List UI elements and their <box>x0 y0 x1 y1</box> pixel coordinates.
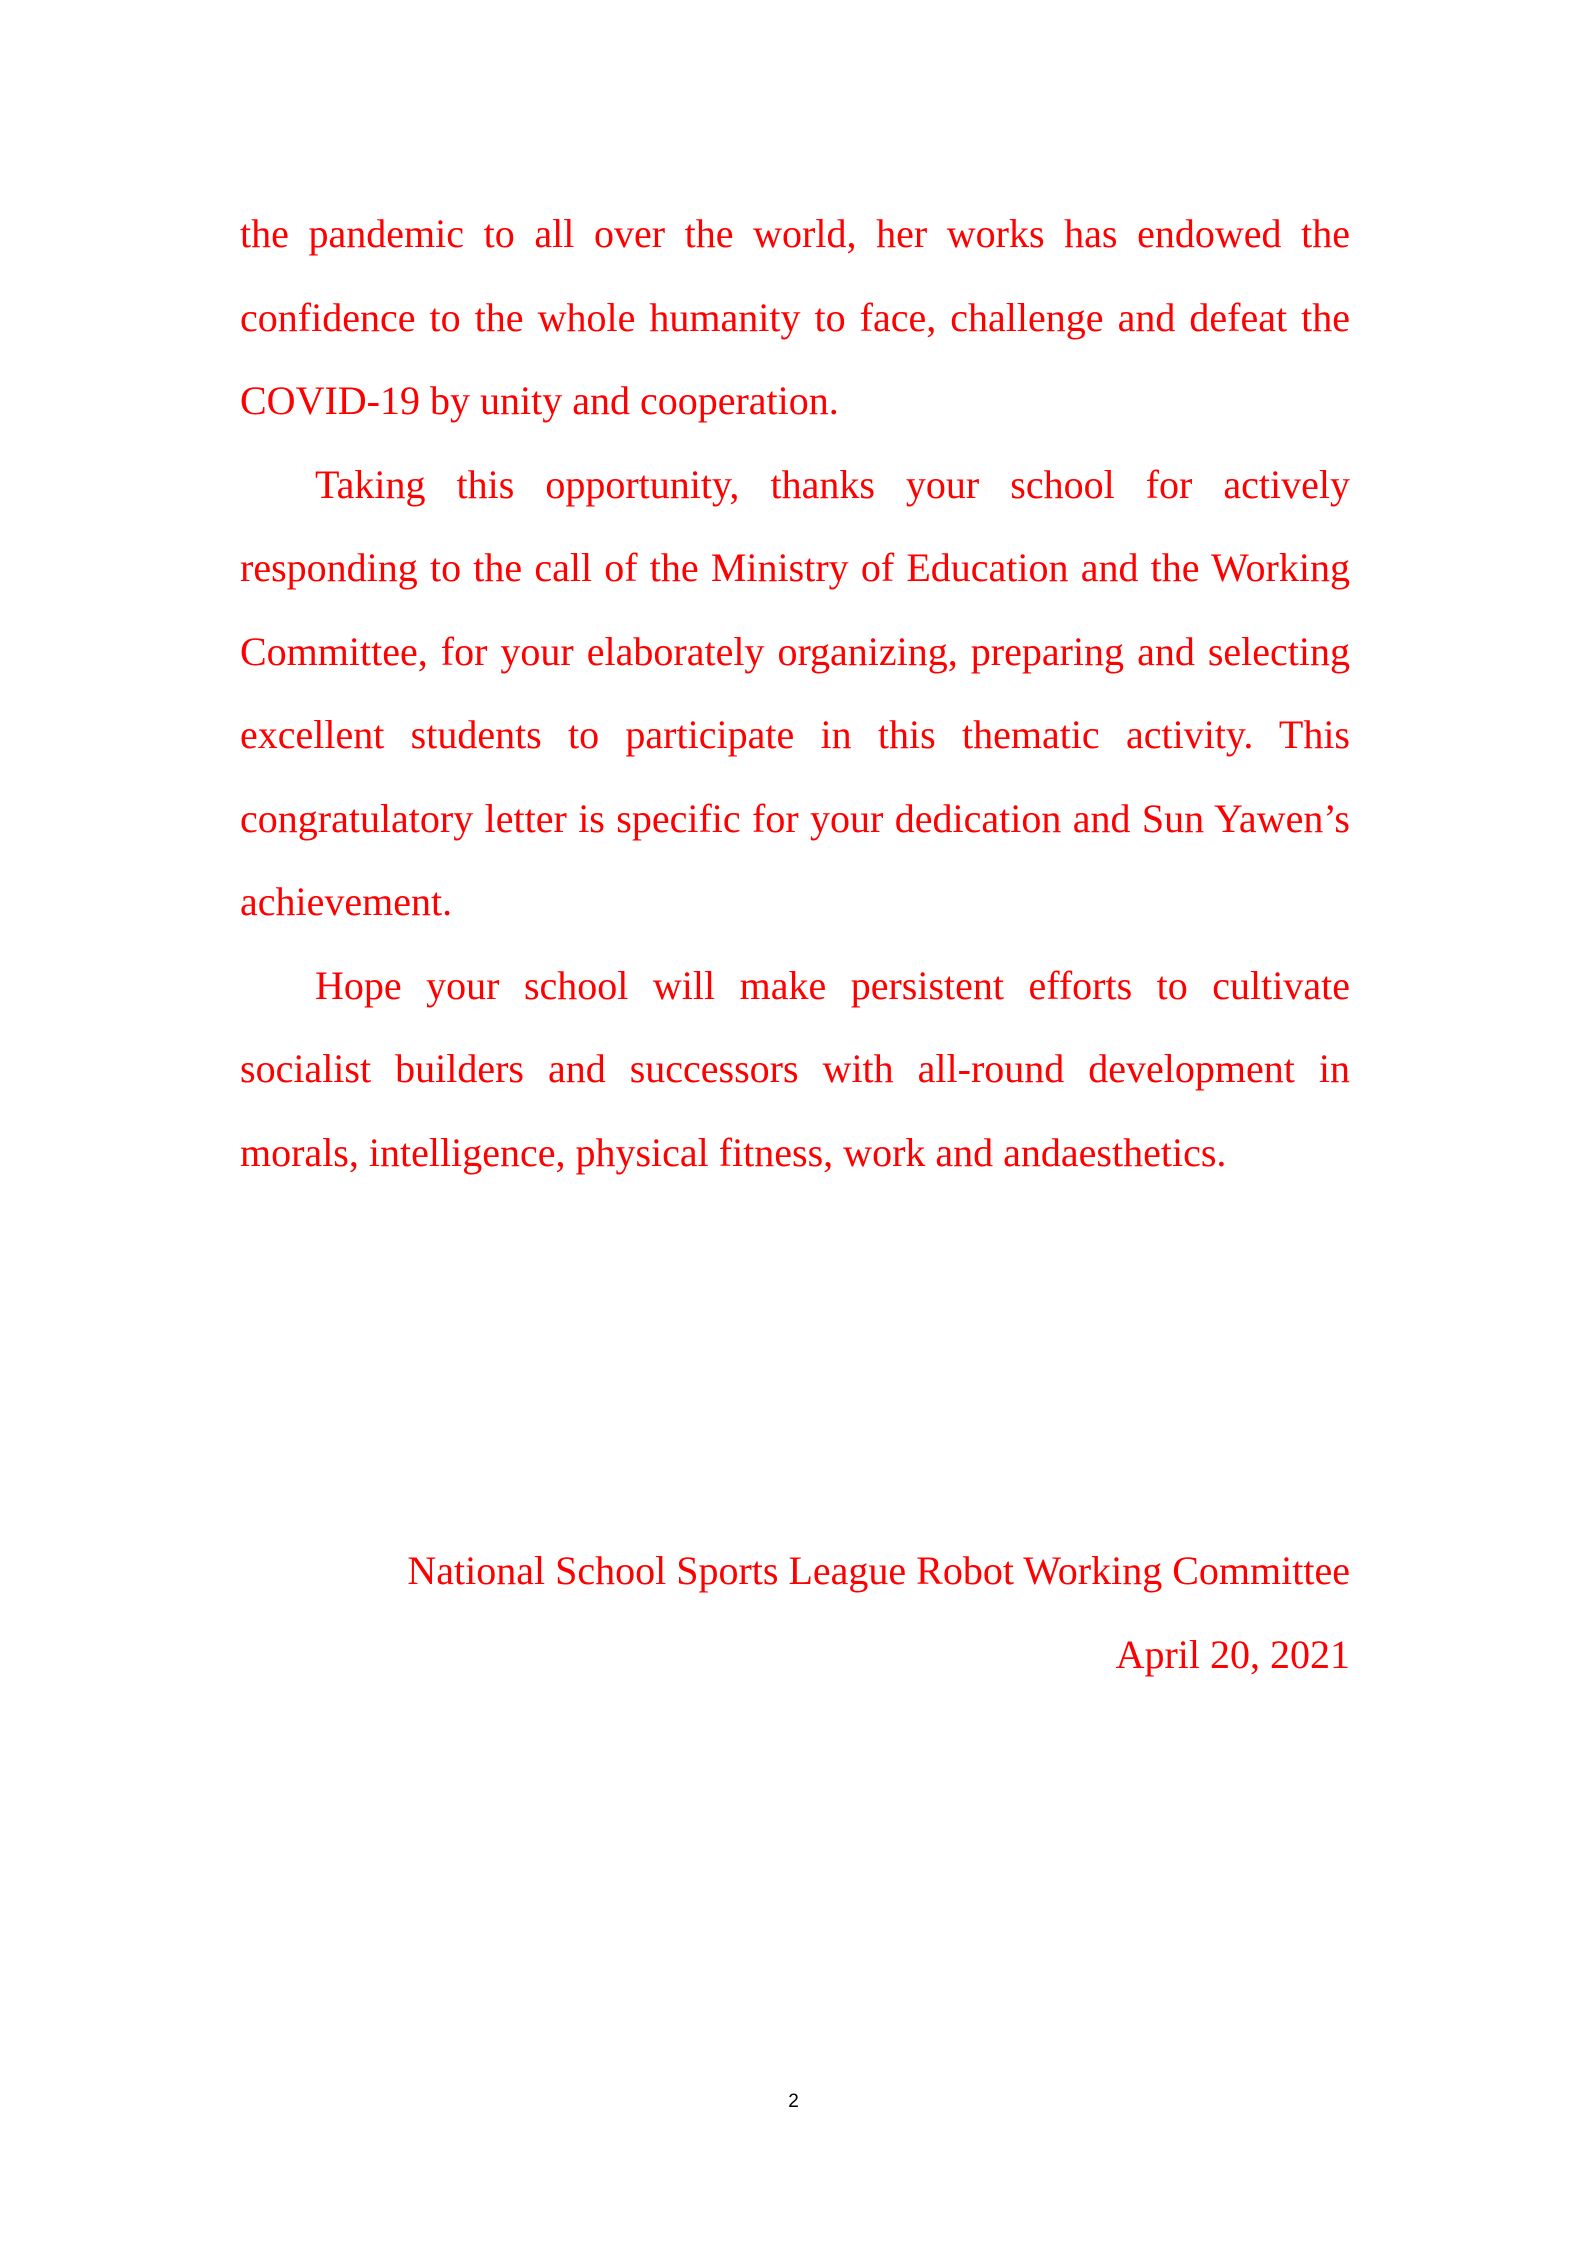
page-number: 2 <box>788 2091 799 2112</box>
letter-body <box>240 192 1350 1194</box>
paragraph-hope: Hope your school will make persistent efforts to cultivate socialist builders and successors with all-round development in morals, intelligence, physical fitness, work and andaesthetics. <box>240 962 1350 1175</box>
signature-organization: National School Sports League Robot Working Committee <box>407 1548 1350 1593</box>
paragraph-continuation: the pandemic to all over the world, her works has endowed the confidence to the whole humanity to face, challenge and defeat the COVID-19 by unity and cooperation. <box>240 211 1350 423</box>
signature-block <box>407 1529 1350 1696</box>
paragraph-thanks: Taking this opportunity, thanks your school for actively responding to the call of the Ministry of Education and the Working Committee, for your elaborately organizing, preparing and selecting excellent students to participate in this thematic activity. This congratulatory letter is specific for your dedication and Sun Yawen’s achievement. <box>240 461 1350 924</box>
signature-date: April 20, 2021 <box>1115 1631 1350 1677</box>
